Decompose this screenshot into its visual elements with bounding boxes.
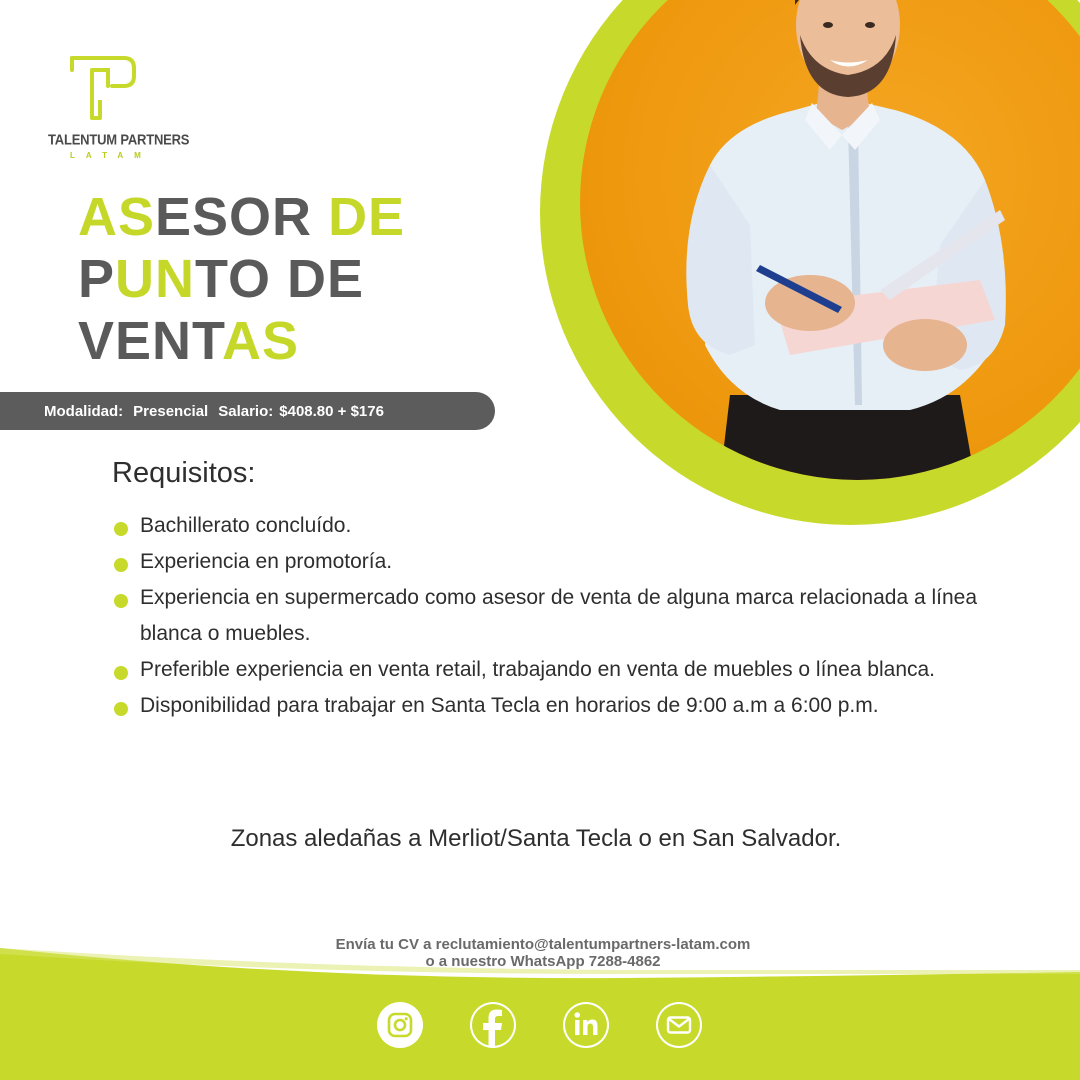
brand-name: TALENTUM PARTNERS [48,130,190,149]
requirement-item [112,580,1002,652]
requirement-item [112,508,1002,544]
modalidad-value: Presencial [133,402,209,420]
job-title-segment: AS [78,187,156,247]
job-info-bar [0,392,495,430]
requirement-text: Preferible experiencia en venta retail, trabajando en venta de muebles o línea blanca. [140,658,936,681]
instagram-icon [387,1012,413,1038]
bullet-dot-icon [114,522,128,536]
modalidad-label: Modalidad: [44,402,124,420]
mail-icon [656,1002,702,1048]
candidate-photo [580,0,1080,480]
job-title-segment: DE [328,187,406,247]
requirement-item [112,688,1002,724]
instagram-button[interactable] [377,1002,423,1048]
requirements-title: Requisitos: [112,457,256,489]
requirements-list [112,508,1002,724]
bullet-dot-icon [114,594,128,608]
job-title-segment: UN [115,249,196,309]
contact-line-2: o a nuestro WhatsApp 7288-4862 [425,953,661,970]
mail-button[interactable] [656,1002,702,1048]
contact-line-1: Envía tu CV a reclutamiento@talentumpartners-latam.com [335,936,751,953]
brand-logo [48,50,190,160]
salario-label: Salario: [218,402,274,420]
job-title-line-1 [78,186,405,248]
job-title-segment: P [78,249,116,309]
contact-info [0,936,1080,970]
requirement-text: Bachillerato concluído. [140,514,352,537]
job-title-segment: ESOR [155,187,329,247]
requirement-item [112,544,1002,580]
job-title [78,186,405,372]
requirement-item [112,652,1002,688]
facebook-button[interactable] [470,1002,516,1048]
zones-text: Zonas aledañas a Merliot/Santa Tecla o en San Salvador. [230,825,842,852]
job-title-segment: TO DE [195,249,365,309]
requirement-text: Disponibilidad para trabajar en Santa Tecla en horarios de 9:00 a.m a 6:00 p.m. [140,694,879,717]
job-title-line-3 [78,310,405,372]
bullet-dot-icon [114,666,128,680]
person-illustration [580,0,1080,480]
talentum-logo-icon [68,50,138,122]
job-title-segment: AS [222,311,300,371]
facebook-icon [470,1002,516,1048]
job-title-segment: VENT [78,311,223,371]
linkedin-icon [563,1002,609,1048]
salario-value: $408.80 + $176 [279,402,384,420]
linkedin-button[interactable] [563,1002,609,1048]
bullet-dot-icon [114,558,128,572]
job-title-line-2 [78,248,405,310]
requirement-text: Experiencia en supermercado como asesor de venta de alguna marca relacionada a línea blanca o muebles. [140,586,978,645]
bullet-dot-icon [114,702,128,716]
social-links [0,1002,1080,1052]
brand-sub: LATAM [70,151,152,160]
requirement-text: Experiencia en promotoría. [140,550,393,573]
